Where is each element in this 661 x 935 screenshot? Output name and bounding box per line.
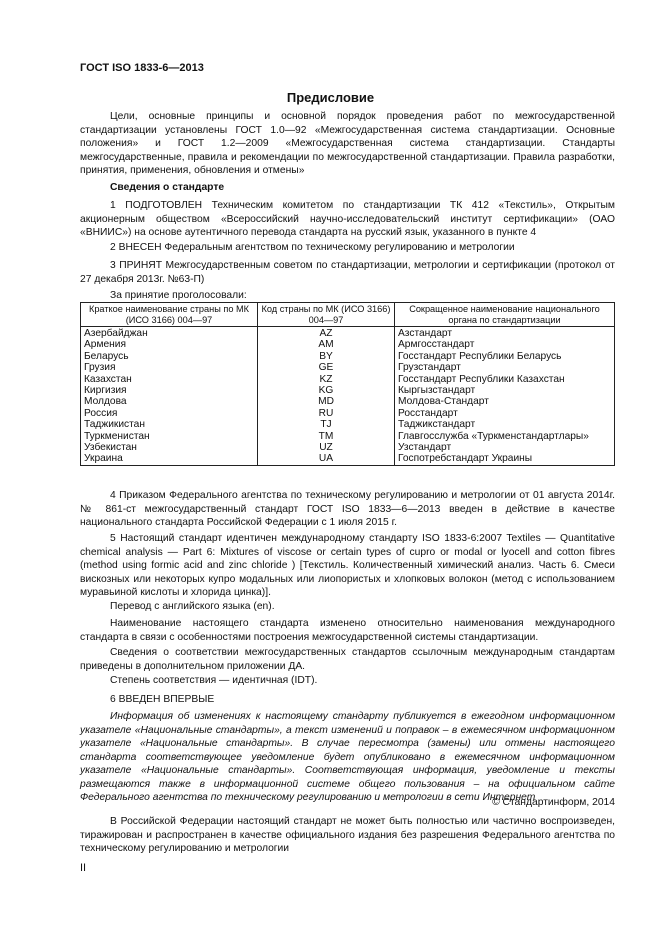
table-row	[81, 419, 615, 430]
country-cell: Казахстан	[81, 374, 258, 385]
code-cell: KZ	[258, 374, 395, 385]
conformity-note: Степень соответствия — идентичная (IDT).	[110, 675, 318, 686]
code-cell: MD	[258, 396, 395, 407]
code-cell: GE	[258, 362, 395, 373]
table-row	[81, 408, 615, 419]
table-row	[81, 385, 615, 396]
code-cell: TM	[258, 431, 395, 442]
table-row	[81, 327, 615, 340]
vote-label: За принятие проголосовали:	[110, 290, 247, 301]
country-cell: Армения	[81, 339, 258, 350]
country-cell: Туркменистан	[81, 431, 258, 442]
intro-paragraph: Цели, основные принципы и основной порядок проведения работ по межгосударственной стандартизации установлены ГОСТ 1.0—92 «Межгосударственная система стандартизации. Основные положения» и ГОСТ 1.2—2009 «Межгосударственная система стандартизации. Стандарты межгосударственные, правила и рекомендации по межгосударственной стандартизации. Правила разработки, принятия, применения, обновления и отмены»	[80, 111, 615, 176]
table-row	[81, 396, 615, 407]
col-header-country: Краткое наименование страны по МК (ИСО 3166) 004—97	[81, 303, 258, 327]
table-row	[81, 339, 615, 350]
name-change-note: Наименование настоящего стандарта изменено относительно наименования международного стандарта в связи с особенностями построения межгосударственной системы стандартизации.	[80, 618, 615, 643]
code-cell: UA	[258, 453, 395, 465]
body-cell: Молдова-Стандарт	[395, 396, 615, 407]
translation-note: Перевод с английского языка (en).	[110, 601, 275, 612]
code-cell: TJ	[258, 419, 395, 430]
country-cell: Молдова	[81, 396, 258, 407]
body-cell: Азстандарт	[395, 327, 615, 340]
body-cell: Росстандарт	[395, 408, 615, 419]
info-heading: Сведения о стандарте	[110, 182, 225, 193]
item-5: 5 Настоящий стандарт идентичен международному стандарту ISO 1833-6:2007 Textiles — Quantitative chemical analysis — Part 6: Mixtures of viscose or certain types of cupro or modal or lyocell and cotton fibres (method using formic acid and zinc chloride ) [Текстиль. Количественный химический анализ. Часть 6. Смеси вискозных или некоторых купро модальных или лиопористых и хлопковых волокон (метод с использованием муравьиной кислоты и хлорида цинка)].	[80, 533, 615, 598]
code-cell: BY	[258, 351, 395, 362]
table-row	[81, 442, 615, 453]
code-cell: KG	[258, 385, 395, 396]
body-cell: Узстандарт	[395, 442, 615, 453]
country-cell: Узбекистан	[81, 442, 258, 453]
item-3: 3 ПРИНЯТ Межгосударственным советом по стандартизации, метрологии и сертификации (протокол от 27 декабря 2013г. №63-П)	[80, 260, 615, 285]
country-cell: Таджикистан	[81, 419, 258, 430]
body-cell: Главгосслужба «Туркменстандартлары»	[395, 431, 615, 442]
code-cell: UZ	[258, 442, 395, 453]
table-row	[81, 453, 615, 465]
body-cell: Таджикстандарт	[395, 419, 615, 430]
body-cell: Кыргызстандарт	[395, 385, 615, 396]
country-cell: Россия	[81, 408, 258, 419]
code-cell: AM	[258, 339, 395, 350]
voting-table	[80, 302, 615, 466]
item-2: 2 ВНЕСЕН Федеральным агентством по техническому регулированию и метрологии	[110, 242, 515, 253]
table-row	[81, 374, 615, 385]
code-cell: RU	[258, 408, 395, 419]
body-cell: Армгосстандарт	[395, 339, 615, 350]
table-row	[81, 431, 615, 442]
code-cell: AZ	[258, 327, 395, 340]
country-cell: Беларусь	[81, 351, 258, 362]
table-row	[81, 351, 615, 362]
table-header-row	[81, 303, 615, 327]
body-cell: Госпотребстандарт Украины	[395, 453, 615, 465]
table-row	[81, 362, 615, 373]
country-cell: Азербайджан	[81, 327, 258, 340]
item-4: 4 Приказом Федерального агентства по техническому регулированию и метрологии от 01 августа 2014г. № 861-ст межгосударственный стандарт ГОСТ ISO 1833—6—2013 введен в действие в качестве национального стандарта Российской Федерации с 1 июля 2015 г.	[80, 490, 615, 528]
change-notice: Информация об изменениях к настоящему стандарту публикуется в ежегодном информационном указателе «Национальные стандарты», а текст изменений и поправок – в ежемесячном информационном указателе «Национальные стандарты». В случае пересмотра (замены) или отмены настоящего стандарта соответствующее уведомление будет опубликовано в ежемесячном информационном указателе «Национальные стандарты». Соответствующая информация, уведомление и тексты размещаются также в информационной системе общего пользования – на официальном сайте Федерального агентства по техническому регулированию и метрологии в сети Интернет	[80, 711, 615, 803]
country-cell: Киргизия	[81, 385, 258, 396]
country-cell: Украина	[81, 453, 258, 465]
col-header-body: Сокращенное наименование национального органа по стандартизации	[395, 303, 615, 327]
document-header: ГОСТ ISO 1833-6—2013	[80, 62, 204, 74]
references-note: Сведения о соответствии межгосударственных стандартов ссылочным международным стандартам приведены в дополнительном приложении ДА.	[80, 647, 615, 672]
table-body	[81, 327, 615, 466]
body-cell: Госстандарт Республики Беларусь	[395, 351, 615, 362]
rights-notice: В Российской Федерации настоящий стандарт не может быть полностью или частично воспроизведен, тиражирован и распространен в качестве официального издания без разрешения Федерального агентства по техническому регулированию и метрологии	[80, 816, 615, 854]
page-number: II	[80, 862, 87, 874]
country-cell: Грузия	[81, 362, 258, 373]
copyright: © Стандартинформ, 2014	[492, 797, 615, 808]
page-title: Предисловие	[286, 90, 375, 105]
col-header-code: Код страны по МК (ИСО 3166) 004—97	[258, 303, 395, 327]
item-1: 1 ПОДГОТОВЛЕН Техническим комитетом по стандартизации ТК 412 «Текстиль», Открытым акционерным обществом «Всероссийский научно-исследовательский институт сертификации» (ОАО «ВНИИС») на основе аутентичного перевода стандарта на русский язык, указанного в пункте 4	[80, 200, 615, 238]
body-cell: Госстандарт Республики Казахстан	[395, 374, 615, 385]
body-cell: Грузстандарт	[395, 362, 615, 373]
item-6: 6 ВВЕДЕН ВПЕРВЫЕ	[110, 694, 215, 705]
